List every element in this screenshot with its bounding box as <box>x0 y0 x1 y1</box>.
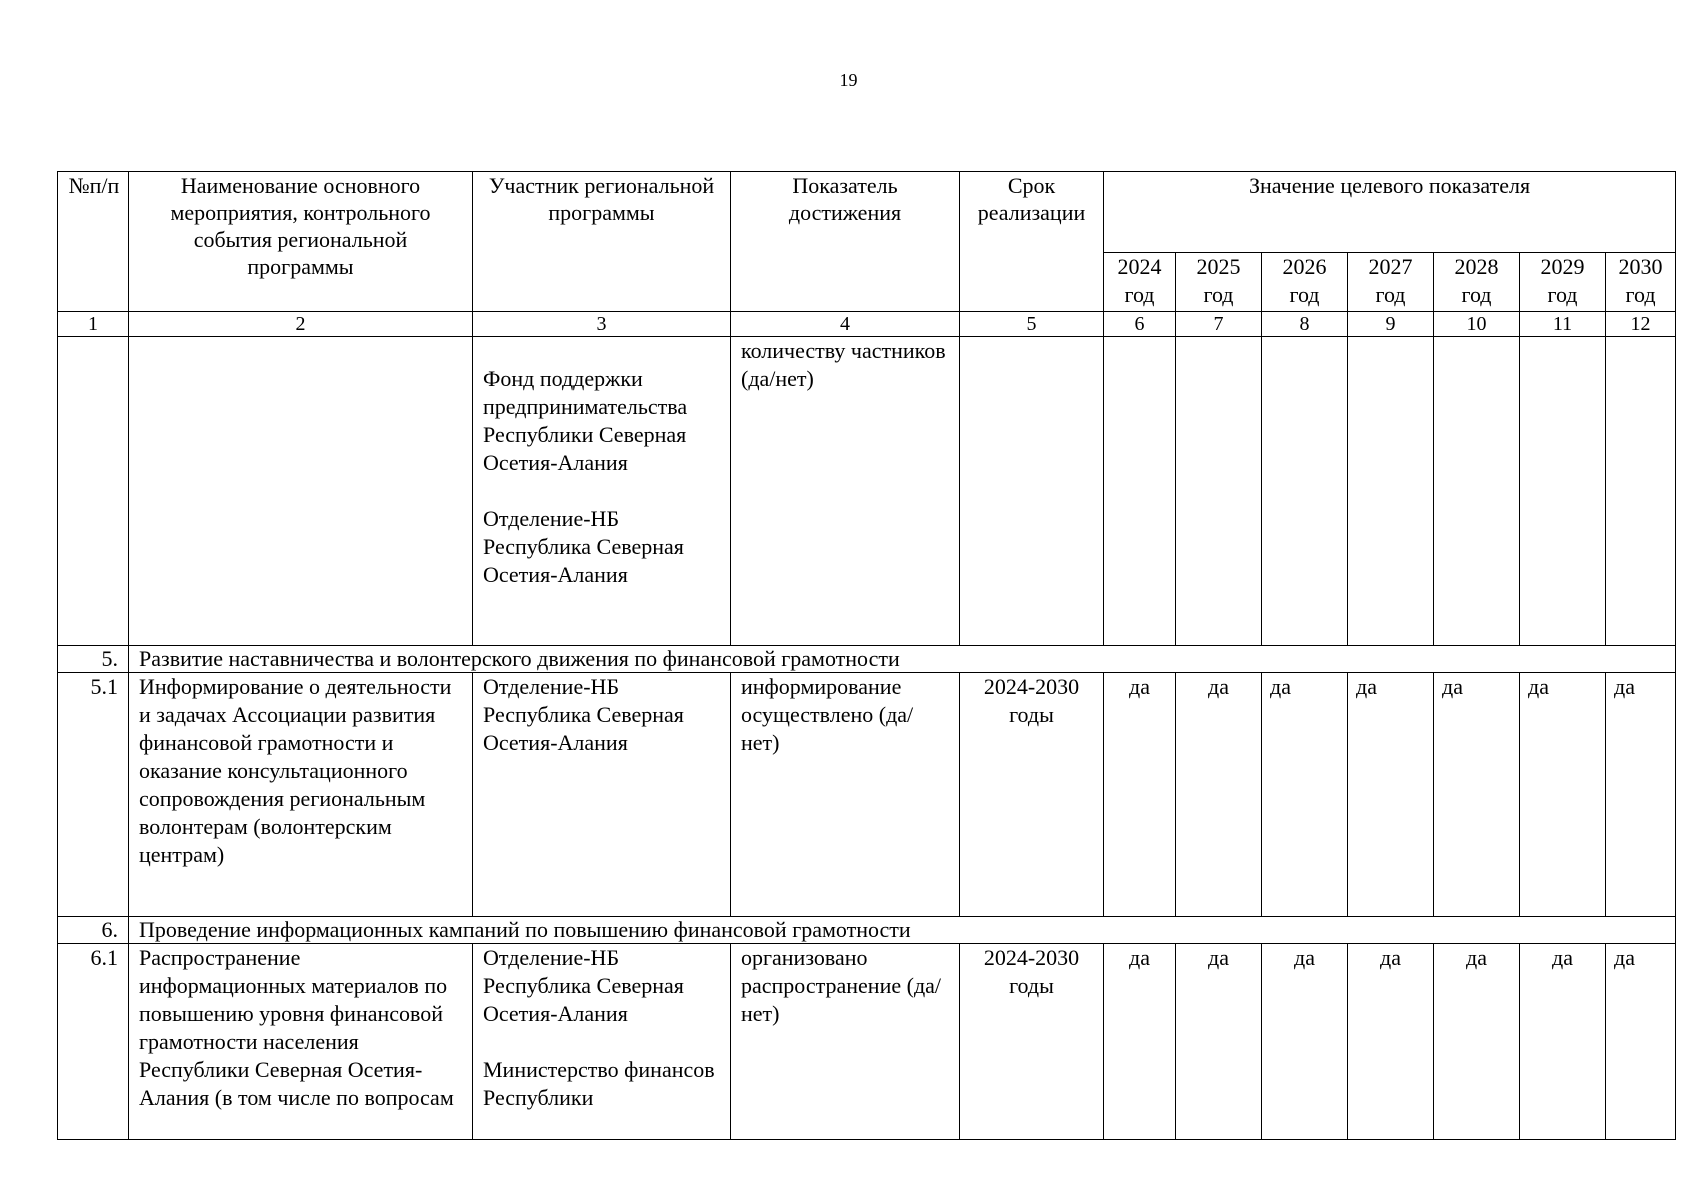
section-row <box>58 917 1676 944</box>
page-number: 19 <box>839 70 858 90</box>
header-participant: Участник региональной программы <box>473 172 731 312</box>
value-2028: да <box>1434 944 1520 1140</box>
value-2027: да <box>1348 673 1434 917</box>
indicator-cell: количеству частников (да/нет) <box>731 337 960 646</box>
value-2025: да <box>1176 944 1262 1140</box>
event-name: Информирование о деятельности и задачах Ассоциации развития финансовой грамотности и оказание консультационного сопровождения региональным волонтерам (волонтерским центрам) <box>129 673 473 917</box>
header-target-value: Значение целевого показателя <box>1104 172 1676 253</box>
value-2026: да <box>1262 944 1348 1140</box>
header-event-name: Наименование основного мероприятия, контрольного события региональной программы <box>129 172 473 312</box>
column-number: 3 <box>473 312 731 337</box>
column-number: 9 <box>1348 312 1434 337</box>
program-table <box>57 171 1676 1140</box>
table-row <box>58 337 1676 646</box>
row-number: 5.1 <box>58 673 129 917</box>
header-year-2028: 2028 год <box>1434 253 1520 312</box>
value-2030: да <box>1606 673 1676 917</box>
column-number: 1 <box>58 312 129 337</box>
header-number: №п/п <box>58 172 129 312</box>
participants-cell <box>473 944 731 1140</box>
section-number: 5. <box>58 646 129 673</box>
participant-name: Отделение-НБ Республика Северная Осетия-Алания <box>483 506 684 587</box>
table-header-row <box>58 172 1676 253</box>
header-year-2029: 2029 год <box>1520 253 1606 312</box>
participant-name: Министерство финансов Республики <box>483 1057 715 1110</box>
period-cell: 2024-2030 годы <box>960 944 1104 1140</box>
value-2028: да <box>1434 673 1520 917</box>
value-2027: да <box>1348 944 1434 1140</box>
header-year-2024: 2024 год <box>1104 253 1176 312</box>
participant-name: Отделение-НБ Республика Северная Осетия-Алания <box>483 945 684 1026</box>
header-year-2026: 2026 год <box>1262 253 1348 312</box>
section-number: 6. <box>58 917 129 944</box>
column-number: 10 <box>1434 312 1520 337</box>
value-2025: да <box>1176 673 1262 917</box>
period-cell: 2024-2030 годы <box>960 673 1104 917</box>
value-2024: да <box>1104 944 1176 1140</box>
section-title: Проведение информационных кампаний по повышению финансовой грамотности <box>129 917 1676 944</box>
section-title: Развитие наставничества и волонтерского движения по финансовой грамотности <box>129 646 1676 673</box>
value-2026: да <box>1262 673 1348 917</box>
column-number: 11 <box>1520 312 1606 337</box>
value-2029: да <box>1520 944 1606 1140</box>
value-2030: да <box>1606 944 1676 1140</box>
event-name: Распространение информационных материалов по повышению уровня финансовой грамотности населения Республики Северная Осетия-Алания (в том числе по вопросам <box>129 944 473 1140</box>
column-number: 5 <box>960 312 1104 337</box>
column-number: 4 <box>731 312 960 337</box>
header-year-2030: 2030 год <box>1606 253 1676 312</box>
column-number: 12 <box>1606 312 1676 337</box>
column-numbers-row <box>58 312 1676 337</box>
value-2024: да <box>1104 673 1176 917</box>
section-row <box>58 646 1676 673</box>
table-row <box>58 944 1676 1140</box>
header-year-2025: 2025 год <box>1176 253 1262 312</box>
table-row <box>58 673 1676 917</box>
column-number: 7 <box>1176 312 1262 337</box>
participant-name: Фонд поддержки предпринимательства Республики Северная Осетия-Алания <box>483 366 688 475</box>
column-number: 6 <box>1104 312 1176 337</box>
indicator-cell: информирование осуществлено (да/нет) <box>731 673 960 917</box>
participant-name: Отделение-НБ Республика Северная Осетия-Алания <box>473 673 731 917</box>
column-number: 2 <box>129 312 473 337</box>
row-number: 6.1 <box>58 944 129 1140</box>
header-year-2027: 2027 год <box>1348 253 1434 312</box>
header-indicator: Показатель достижения <box>731 172 960 312</box>
column-number: 8 <box>1262 312 1348 337</box>
indicator-cell: организовано распространение (да/нет) <box>731 944 960 1140</box>
header-period: Срок реализации <box>960 172 1104 312</box>
value-2029: да <box>1520 673 1606 917</box>
participants-cell <box>473 337 731 646</box>
